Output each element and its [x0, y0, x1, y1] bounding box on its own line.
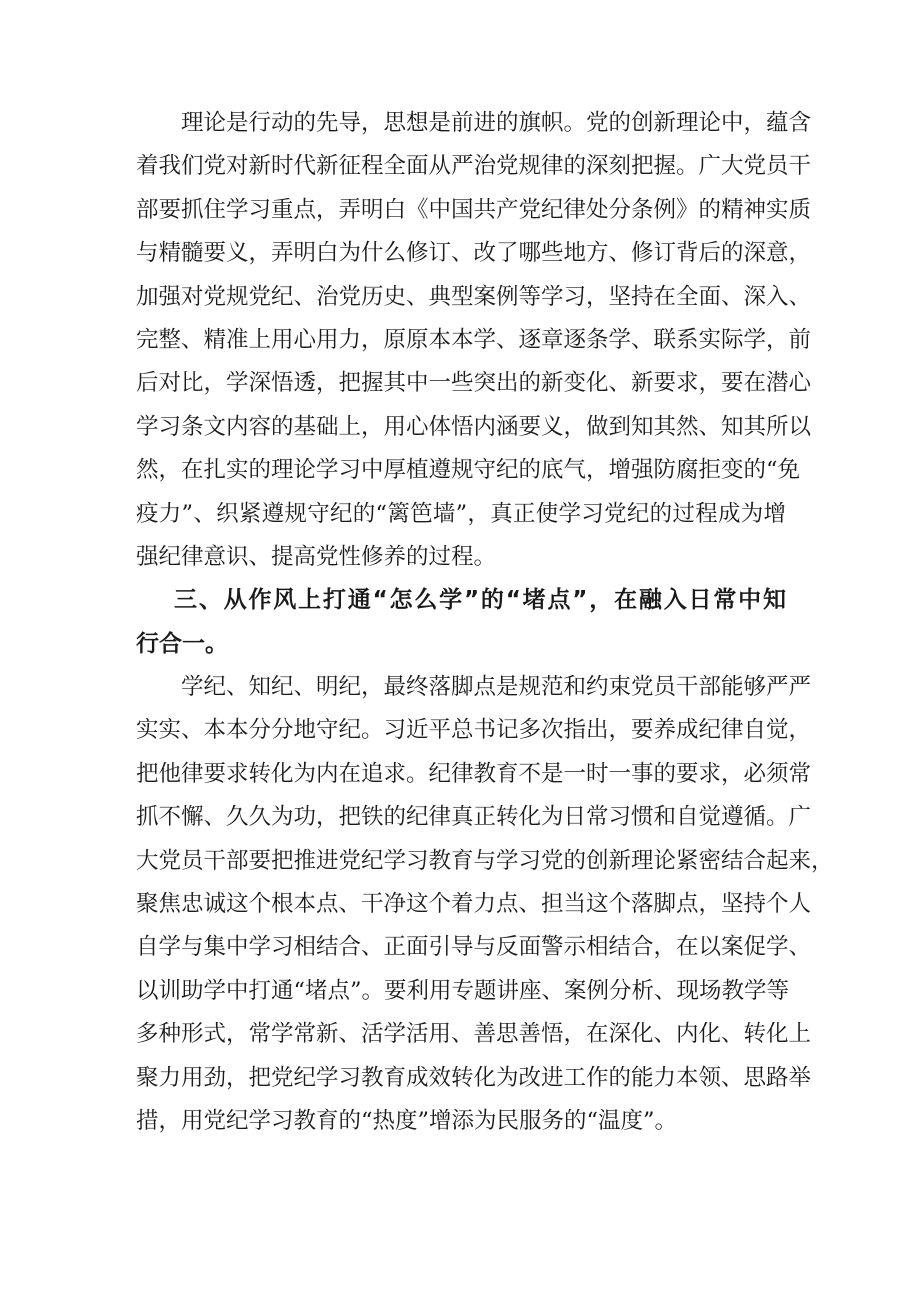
paragraph-line: 自学与集中学习相结合、正面引导与反面警示相结合，在以案促学、	[136, 934, 812, 961]
paragraph-line: 着我们党对新时代新征程全面从严治党规律的深刻把握。广大党员干	[136, 153, 812, 180]
paragraph-line: 后对比，学深悟透，把握其中一些突出的新变化、新要求，要在潜心	[136, 370, 812, 397]
paragraph-line: 疫力”、织紧遵规守纪的“篱笆墙”，真正使学习党纪的过程成为增	[136, 500, 786, 527]
paragraph-line: 大党员干部要把推进党纪学习教育与学习党的创新理论紧密结合起来，	[136, 847, 834, 874]
paragraph-line: 实实、本本分分地守纪。习近平总书记多次指出，要养成纪律自觉，	[136, 717, 812, 744]
paragraph-line: 多种形式，常学常新、活学活用、善思善悟，在深化、内化、转化上	[136, 1021, 812, 1048]
paragraph-line: 聚力用劲，把党纪学习教育成效转化为改进工作的能力本领、思路举	[136, 1064, 812, 1091]
paragraph-line: 然，在扎实的理论学习中厚植遵规守纪的底气，增强防腐拒变的“免	[136, 457, 801, 484]
paragraph-line: 部要抓住学习重点，弄明白《中国共产党纪律处分条例》的精神实质	[136, 196, 812, 223]
paragraph-line: 聚焦忠诚这个根本点、干净这个着力点、担当这个落脚点，坚持个人	[136, 891, 812, 918]
paragraph-line: 措，用党纪学习教育的“热度”增添为民服务的“温度”。	[136, 1107, 678, 1134]
paragraph-line: 抓不懈、久久为功，把铁的纪律真正转化为日常习惯和自觉遵循。广	[136, 804, 812, 831]
paragraph-line: 加强对党规党纪、治党历史、典型案例等学习，坚持在全面、深入、	[136, 283, 812, 310]
paragraph-line: 与精髓要义，弄明白为什么修订、改了哪些地方、修订背后的深意，	[136, 240, 812, 267]
document-body	[136, 102, 834, 1143]
paragraph-line: 学习条文内容的基础上，用心体悟内涵要义，做到知其然、知其所以	[136, 413, 812, 440]
paragraph-theory	[136, 102, 812, 579]
paragraph-line: 完整、精准上用心用力，原原本本学、逐章逐条学、联系实际学，前	[136, 326, 812, 353]
paragraph-line: 理论是行动的先导，思想是前进的旗帜。党的创新理论中，蕴含	[181, 110, 812, 136]
paragraph-line: 强纪律意识、提高党性修养的过程。	[136, 543, 497, 570]
paragraph-line: 以训助学中打通“堵点”。要利用专题讲座、案例分析、现场教学等	[136, 977, 790, 1004]
heading-line: 行合一。	[136, 630, 228, 657]
section-heading-three	[136, 579, 786, 666]
paragraph-discipline	[136, 666, 834, 1143]
heading-line: 三、从作风上打通“怎么学”的“堵点”，在融入日常中知	[174, 587, 786, 614]
paragraph-line: 把他律要求转化为内在追求。纪律教育不是一时一事的要求，必须常	[136, 760, 812, 787]
paragraph-line: 学纪、知纪、明纪，最终落脚点是规范和约束党员干部能够严严	[181, 674, 812, 701]
